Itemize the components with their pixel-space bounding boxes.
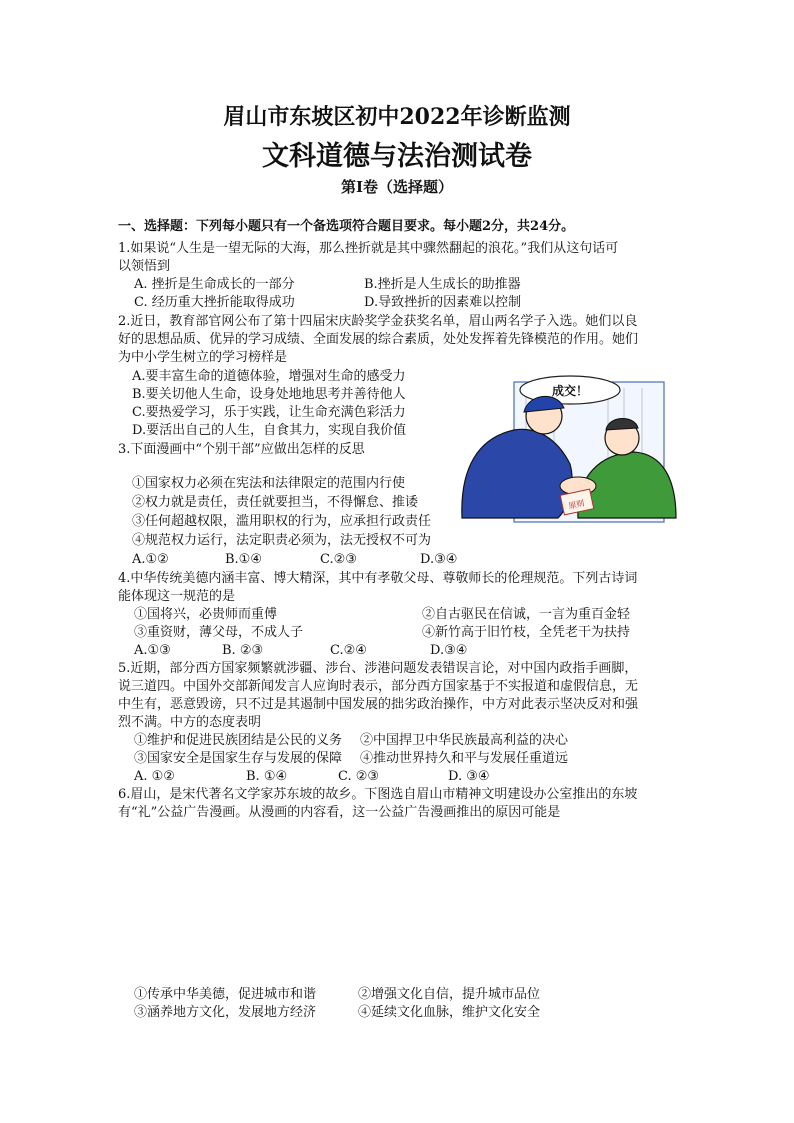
q5-option-a: A. ①② [134,769,175,784]
q2-option-d: D.要活出自己的人生，自食其力，实现自我价值 [132,423,407,438]
q6-statement-3: ③涵养地方文化，发展地方经济 [134,1005,317,1020]
power-trade-cartoon [458,368,678,528]
q1-option-b: B.挫折是人生成长的助推器 [364,277,521,292]
exam-title: 眉山市东坡区初中2022年诊断监测 [223,104,571,130]
q2-option-a: A.要丰富生命的道德体验，增强对生命的感受力 [132,369,406,384]
q2-option-b: B.要关切他人生命，设身处地地思考并善待他人 [132,387,406,402]
q5-statement-4: ④推动世界持久和平与发展任重道远 [360,751,569,766]
q2-stem-line3: 为中小学生树立的学习榜样是 [118,350,288,365]
cartoon-document-label: 原则 [567,498,586,511]
q5-stem-line1: 5.近期，部分西方国家频繁就涉疆、涉台、涉港问题发表错误言论，对中国内政指手画脚， [118,661,638,676]
q5-statement-3: ③国家安全是国家生存与发展的保障 [134,751,343,766]
volume-title: 第Ⅰ卷（选择题） [340,178,454,196]
q5-stem-line2: 说三道四。中国外交部新闻发言人应询时表示，部分西方国家基于不实报道和虚假信息，无 [118,679,639,694]
q4-statement-4: ④新竹高于旧竹枝，全凭老干为扶持 [422,625,631,640]
section-heading: 一、选择题：下列每小题只有一个备选项符合题目要求。每小题2分，共24分。 [118,219,575,234]
q5-statement-1: ①维护和促进民族团结是公民的义务 [134,733,343,748]
q3-option-b: B.①④ [225,552,262,567]
q3-statement-2: ②权力就是责任，责任就要担当，不得懈怠、推诿 [132,495,419,510]
q6-statement-1: ①传承中华美德，促进城市和谐 [134,987,317,1002]
cartoon-bubble-text: 成交！ [551,384,589,398]
q2-stem-line1: 2.近日，教育部官网公布了第十四届宋庆龄奖学金获奖名单，眉山两名学子入选。她们以良 [118,314,638,329]
q5-stem-line3: 中生有，恶意毁谤，只不过是其遏制中国发展的拙劣政治操作，中方对此表示坚决反对和强 [118,697,639,712]
q4-stem-line1: 4.中华传统美德内涵丰富、博大精深，其中有孝敬父母、尊敬师长的伦理规范。下列古诗词 [118,571,638,586]
q4-statement-1: ①国将兴，必贵师而重傅 [134,607,278,622]
q6-cartoon-placeholder [120,828,680,978]
q1-stem-line2: 以领悟到 [118,259,171,274]
q4-option-c: C.②④ [330,643,367,658]
q6-stem-line1: 6.眉山，是宋代著名文学家苏东坡的故乡。下图选自眉山市精神文明建设办公室推出的东坡 [118,787,638,802]
q3-statement-1: ①国家权力必须在宪法和法律限定的范围内行使 [132,476,406,491]
q4-option-b: B. ②③ [222,643,264,658]
q4-stem-line2: 能体现这一规范的是 [118,589,236,604]
q1-option-c: C. 经历重大挫折能取得成功 [134,295,295,310]
q4-option-a: A.①③ [134,643,171,658]
q5-option-c: C. ②③ [338,769,380,784]
q1-stem-line1: 1.如果说“人生是一望无际的大海，那么挫折就是其中骤然翻起的浪花。”我们从这句话可 [118,241,619,256]
q3-option-c: C.②③ [320,552,357,567]
q5-option-d: D. ③④ [448,769,490,784]
q4-statement-2: ②自古驱民在信诚，一言为重百金轻 [422,607,631,622]
q6-stem-line2: 有“礼”公益广告漫画。从漫画的内容看，这一公益广告漫画推出的原因可能是 [118,805,561,820]
q1-option-d: D.导致挫折的因素难以控制 [364,295,522,310]
q4-statement-3: ③重资财，薄父母，不成人子 [134,625,304,640]
q6-statement-4: ④延续文化血脉，维护文化安全 [358,1005,541,1020]
q5-statement-2: ②中国捍卫中华民族最高利益的决心 [360,733,569,748]
q3-option-d: D.③④ [420,552,458,567]
q2-option-c: C.要热爱学习，乐于实践，让生命充满色彩活力 [132,405,406,420]
q3-statement-4: ④规范权力运行，法定职责必须为，法无授权不可为 [132,533,432,548]
exam-subtitle: 文科道德与法治测试卷 [262,141,532,172]
q3-option-a: A.①② [132,552,169,567]
q6-statement-2: ②增强文化自信，提升城市品位 [358,987,541,1002]
q1-option-a: A. 挫折是生命成长的一部分 [134,277,295,292]
q3-stem: 3.下面漫画中“个别干部”应做出怎样的反思 [118,442,365,457]
q5-stem-line4: 烈不满。中方的态度表明 [118,715,262,730]
q4-option-d: D.③④ [430,643,468,658]
q3-statement-3: ③任何超越权限，滥用职权的行为，应承担行政责任 [132,514,432,529]
q5-option-b: B. ①④ [246,769,288,784]
q2-stem-line2: 好的思想品质、优异的学习成绩、全面发展的综合素质，处处发挥着先锋模范的作用。她们 [118,332,639,347]
